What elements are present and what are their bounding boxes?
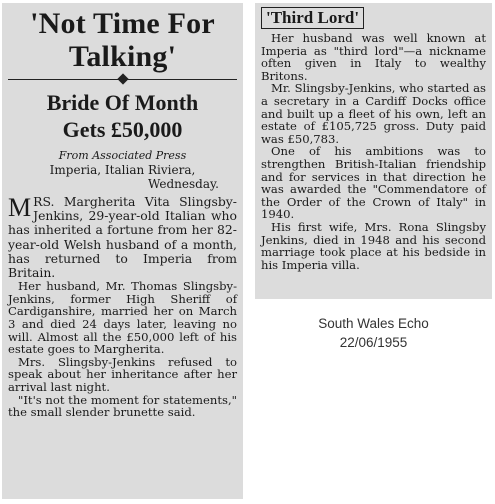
section-headline: 'Third Lord': [261, 7, 364, 29]
left-paragraph: Her husband, Mr. Thomas Slingsby-Jenkins, former High Sheriff of Cardiganshire, married her on March 3 and died 24 days later, leaving no will. Almost all the £50,000 left of his estate goes to Margherita.: [8, 279, 237, 357]
left-body: [8, 280, 237, 419]
lead-paragraph: [8, 195, 237, 280]
right-body: [261, 32, 486, 271]
left-paragraph: "It's not the moment for statements," the small slender brunette said.: [8, 392, 237, 420]
subheadline-line-2: Gets £50,000: [62, 117, 183, 142]
drop-cap: M: [8, 193, 32, 222]
right-paragraph: His first wife, Mrs. Rona Slingsby Jenkins, died in 1948 and his second marriage took place at his bedside in his Imperia villa.: [261, 219, 486, 272]
ornament-divider: [8, 75, 237, 85]
date-caption: 22/06/1955: [339, 335, 408, 350]
headline-line-2: Talking': [68, 40, 177, 73]
right-clipping: [255, 3, 492, 299]
diamond-icon: [117, 73, 128, 84]
subheadline-line-1: Bride Of Month: [46, 90, 199, 115]
left-clipping: [2, 3, 243, 499]
headline-line-1: 'Not Time For: [30, 7, 215, 40]
dateline-place: Imperia, Italian Riviera,: [49, 163, 196, 177]
right-paragraph: Her husband was well known at Imperia as "third lord"—a nickname often given in Italy to wealthy Britons.: [261, 31, 486, 83]
right-paragraph: Mr. Slingsby-Jenkins, who started as a secretary in a Cardiff Docks office and built up a fleet of his own, left an estate of £105,725 gross. Duty paid was £50,783.: [261, 81, 486, 146]
lead-text: RS. Margherita Vita Slingsby-Jenkins, 29-year-old Italian who has inherited a fortune from her 82-year-old Welsh husband of a month, has returned to Imperia from Britain.: [8, 194, 237, 281]
byline: From Associated Press: [58, 149, 187, 162]
left-paragraph: Mrs. Slingsby-Jenkins refused to speak about her inheritance after her arrival last night.: [8, 354, 237, 394]
right-paragraph: One of his ambitions was to strengthen British-Italian friendship and for services in that direction he was awarded the "Commendatore of the Order of the Crown of Italy" in 1940.: [261, 144, 486, 222]
source-caption: South Wales Echo: [318, 316, 429, 331]
dateline-day: Wednesday.: [148, 177, 219, 191]
